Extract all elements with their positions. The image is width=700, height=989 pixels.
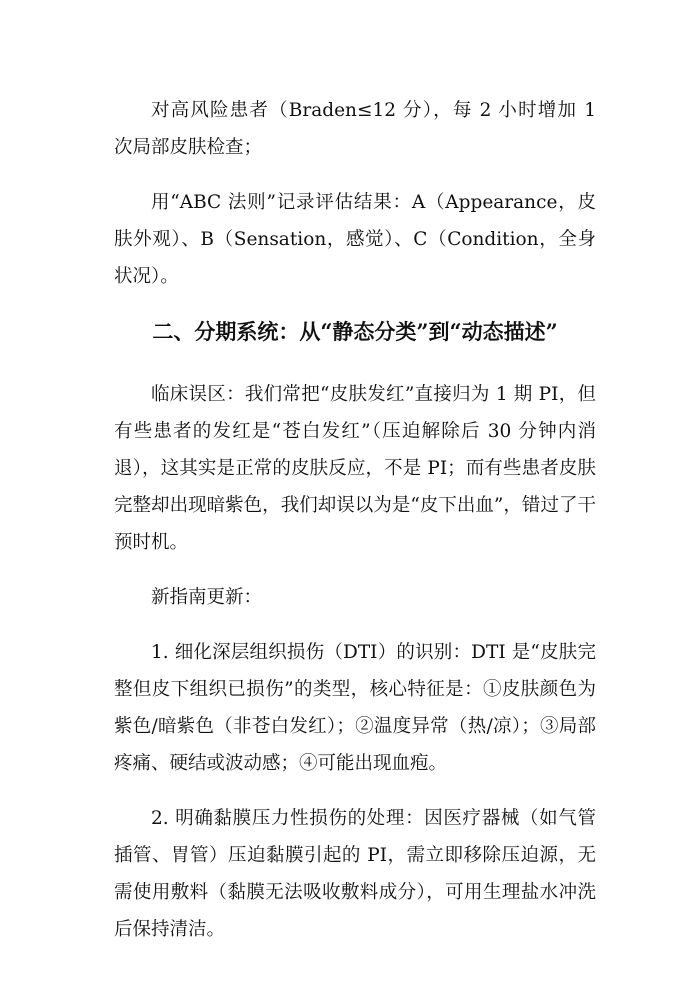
paragraph-dti-identification: 1. 细化深层组织损伤（DTI）的识别：DTI 是“皮肤完整但皮下组织已损伤”的类型，核心特征是：①皮肤颜色为紫色/暗紫色（非苍白发红）；②温度异常（热/凉）；③局部疼痛、硬结或波动感；④可能出现血疱。 [114,642,596,774]
paragraph-clinical-misconception: 临床误区：我们常把“皮肤发红”直接归为 1 期 PI，但有些患者的发红是“苍白发红”（压迫解除后 30 分钟内消退），这其实是正常的皮肤反应，不是 PI；而有些患者皮肤完整却出现暗紫色，我们却误以为是“皮下出血”，错过了干预时机。 [114,384,596,553]
paragraph-high-risk-check: 对高风险患者（Braden≤12 分），每 2 小时增加 1 次局部皮肤检查； [114,100,596,158]
paragraph-abc-rule: 用“ABC 法则”记录评估结果：A（Appearance，皮肤外观）、B（Sensation，感觉）、C（Condition，全身状况）。 [114,192,596,287]
paragraph-guideline-update-label: 新指南更新： [151,587,263,608]
section-heading: 二、分期系统：从“静态分类”到“动态描述” [152,319,558,344]
paragraph-mucosal-injury: 2. 明确黏膜压力性损伤的处理：因医疗器械（如气管插管、胃管）压迫黏膜引起的 PI，需立即移除压迫源，无需使用敷料（黏膜无法吸收敷料成分），可用生理盐水冲洗后保持清洁。 [114,808,596,940]
document-page [114,92,596,966]
